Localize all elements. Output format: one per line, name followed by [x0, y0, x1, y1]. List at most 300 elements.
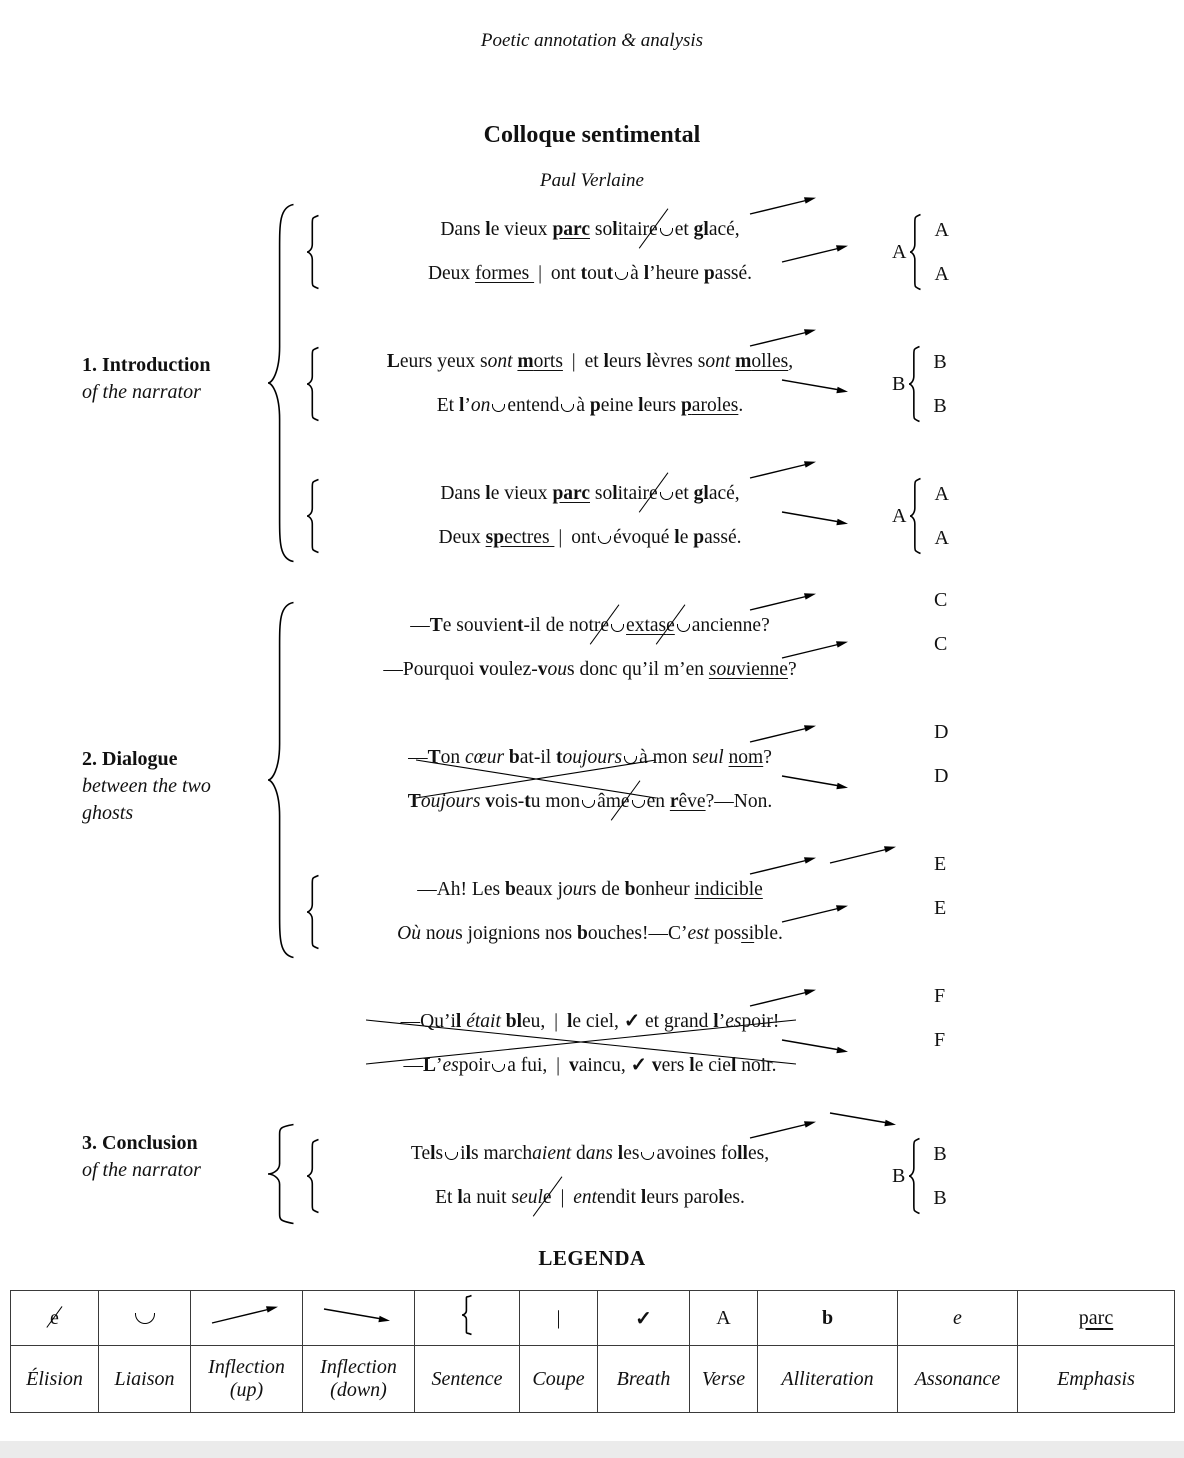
poem-author: Paul Verlaine: [540, 170, 644, 191]
rhyme-letter: D: [934, 721, 949, 743]
liaison-mark: [615, 272, 628, 280]
text-run: ?: [763, 747, 772, 768]
section-brace-dialogue: [266, 600, 296, 960]
text-run: e vieux: [490, 219, 553, 240]
text-run: assé.: [704, 527, 742, 548]
liaison-mark: [492, 1064, 505, 1072]
coupe-mark: |: [571, 351, 576, 372]
text-run: itair: [617, 483, 650, 504]
text-run: —Ah! Les: [417, 879, 505, 900]
section-heading: 1. Introduction: [82, 354, 211, 376]
legend-symbol-cell-5: [520, 1291, 598, 1346]
text-run: assé.: [714, 263, 753, 284]
poem-line: [300, 780, 880, 824]
text-run: ll: [737, 1143, 748, 1164]
text-run: à: [630, 263, 644, 284]
breath-check-mark: ✓: [630, 1055, 648, 1076]
section-label-introduction: [82, 352, 262, 406]
text-run: v: [485, 791, 496, 812]
inflection-up-arrow: [748, 1116, 822, 1144]
text-run: l: [465, 1143, 471, 1164]
curly-brace: [266, 202, 296, 564]
liaison-mark: [660, 228, 673, 236]
text-run: v: [651, 1055, 662, 1076]
text-run: p: [680, 395, 692, 416]
rhyme-letters: [934, 208, 948, 296]
text-run: aient: [532, 1143, 572, 1164]
inflection-up-arrow: [748, 456, 822, 484]
text-run: ectres: [504, 527, 555, 548]
text-run: so: [590, 483, 613, 504]
text-run: aroles: [691, 395, 739, 416]
legend-symbol: b: [821, 1306, 834, 1329]
text-run: ont: [487, 351, 513, 372]
text-run: gl: [693, 219, 709, 240]
text-run: at-il: [519, 747, 557, 768]
legend-symbol-cell-9: [898, 1291, 1018, 1346]
text-run: onheur: [635, 879, 695, 900]
legend-label-cell-7: Verse: [690, 1346, 758, 1413]
rhyme-group-letter: B: [892, 372, 906, 395]
text-run: ans: [585, 1143, 613, 1164]
text-run: Deux: [427, 263, 476, 284]
text-run: v: [568, 1055, 579, 1076]
rhyme-letters: [934, 472, 948, 560]
text-run: Et: [436, 395, 459, 416]
text-run: b: [624, 879, 636, 900]
text-run: eurs: [643, 395, 681, 416]
text-run: Dans: [440, 219, 486, 240]
text-run: bl: [505, 1011, 523, 1032]
text-run: —: [403, 1055, 424, 1076]
text-run: t: [524, 791, 531, 812]
rhyme-scheme: [892, 721, 949, 824]
rhyme-letter: A: [934, 527, 949, 549]
rhyme-letter: A: [934, 219, 949, 241]
text-run: est: [687, 923, 710, 944]
liaison-mark: [677, 624, 690, 632]
rhyme-letter: B: [933, 351, 947, 373]
sentence-bracket-symbol: [461, 1320, 473, 1342]
poem-line: [300, 912, 880, 956]
text-run: n: [420, 923, 436, 944]
text-run: t: [516, 615, 524, 636]
text-run: T: [429, 615, 443, 636]
text-run: eine: [600, 395, 639, 416]
text-run: êve: [678, 791, 706, 812]
text-run: t: [580, 263, 588, 284]
text-run: p: [693, 527, 705, 548]
poem-line: [300, 1132, 880, 1176]
text-run: l: [458, 395, 465, 416]
legend-symbol-cell-0: [11, 1291, 99, 1346]
text-run: b: [504, 879, 516, 900]
text-run: eul: [519, 1187, 543, 1208]
text-run: on: [470, 395, 491, 416]
text-run: sp: [485, 527, 505, 548]
legend-symbol-cell-3: [303, 1291, 415, 1346]
text-run: l: [730, 1055, 737, 1076]
text-run: —Pourquoi: [383, 659, 480, 680]
section-desc: between the two ghosts: [82, 775, 211, 824]
text-run: s: [435, 1143, 444, 1164]
text-run: eurs: [608, 351, 647, 372]
elision-mark: e: [666, 604, 675, 648]
rhyme-brace: [909, 476, 922, 556]
legend-label-cell-5: Coupe: [520, 1346, 598, 1413]
liaison-mark: [582, 800, 595, 808]
legend-symbol-cell-8: [758, 1291, 898, 1346]
text-run: ont: [546, 263, 581, 284]
text-run: l: [674, 527, 680, 548]
poem-body: [300, 208, 949, 1264]
stanza-4: [300, 589, 948, 692]
text-run: -il de notr: [523, 615, 601, 636]
legend-symbol-cell-7: [690, 1291, 758, 1346]
text-run: ble.: [754, 923, 783, 944]
elision-mark: e: [543, 1176, 552, 1220]
rhyme-letters: [933, 1132, 946, 1220]
inflection-up-arrow: [780, 240, 854, 268]
text-run: à mon s: [639, 747, 700, 768]
text-run: es: [725, 1011, 742, 1032]
text-run: l: [643, 263, 650, 284]
stanza-7: [300, 985, 946, 1088]
rhyme-letter: E: [934, 853, 947, 875]
curly-brace: [908, 1136, 921, 1216]
text-run: r: [669, 791, 679, 812]
text-run: olles: [751, 351, 789, 372]
curly-brace: [266, 600, 296, 960]
elision-mark: e: [621, 780, 630, 824]
text-run: endit: [597, 1187, 641, 1208]
legend-label-cell-10: Emphasis: [1018, 1346, 1175, 1413]
text-run: b: [577, 923, 588, 944]
inflection-up-arrow: [828, 841, 902, 869]
text-run: ont: [566, 527, 597, 548]
text-run: s joignions nos: [455, 923, 577, 944]
text-run: l: [646, 351, 652, 372]
text-run: es: [442, 1055, 459, 1076]
rhyme-letter: D: [934, 765, 949, 787]
text-run: e cie: [694, 1055, 731, 1076]
text-run: l: [617, 1143, 624, 1164]
rhyme-letter: C: [934, 633, 948, 655]
inflection-up-arrow: [780, 900, 854, 928]
inflection-up-arrow: [748, 984, 822, 1012]
text-run: l: [612, 483, 618, 504]
text-run: ou: [435, 923, 456, 944]
text-run: l: [485, 483, 491, 504]
text-run: avoines fo: [656, 1143, 738, 1164]
text-run: l: [430, 1143, 436, 1164]
legend-symbol: e: [953, 1306, 962, 1329]
text-run: Te: [410, 1143, 431, 1164]
liaison-mark: [641, 1152, 654, 1160]
text-run: l: [638, 395, 644, 416]
legend-symbol-cell-6: [598, 1291, 690, 1346]
curly-brace: [266, 1122, 296, 1226]
text-run: t: [606, 263, 614, 284]
inflection-up-arrow: [748, 192, 822, 220]
text-run: poir: [458, 1055, 491, 1076]
text-run: a nuit s: [462, 1187, 520, 1208]
legend-symbol-cell-1: [99, 1291, 191, 1346]
rhyme-letters: [934, 710, 948, 798]
text-run: v: [479, 659, 490, 680]
rhyme-scheme: [892, 1132, 947, 1220]
rhyme-letter: A: [934, 263, 949, 285]
text-run: ’: [718, 1011, 726, 1032]
stanza-1: [300, 208, 949, 296]
curly-brace: [461, 1293, 473, 1337]
text-run: l: [689, 1055, 695, 1076]
text-run: L: [423, 1055, 437, 1076]
coupe-mark: |: [558, 527, 563, 548]
page-subtitle: Poetic annotation & analysis: [480, 30, 704, 51]
inflection-down-arrow: [828, 1105, 902, 1133]
text-run: —Qu’i: [400, 1011, 456, 1032]
text-run: sou: [708, 659, 736, 680]
stanza-5: [300, 721, 949, 824]
text-run: e: [679, 527, 694, 548]
text-run: T: [407, 791, 421, 812]
liaison-mark: [660, 492, 673, 500]
text-run: l: [612, 219, 618, 240]
rhyme-letter: A: [934, 483, 949, 505]
rhyme-scheme: [892, 589, 948, 692]
legend-table: [10, 1290, 1175, 1413]
inflection-up-arrow: [210, 1301, 284, 1329]
text-run: acé,: [708, 219, 740, 240]
liaison-mark: [624, 756, 637, 764]
liaison-mark: [445, 1152, 458, 1160]
text-run: entend: [507, 395, 560, 416]
text-run: ’: [436, 1055, 443, 1076]
poem-line: [300, 516, 880, 560]
rhyme-brace: [908, 1136, 921, 1216]
coupe-mark: |: [554, 1011, 559, 1032]
text-run: évoqué: [613, 527, 675, 548]
inflection-up-arrow: [748, 852, 822, 880]
text-run: ?: [787, 659, 797, 680]
text-run: Dans: [440, 483, 486, 504]
poem-line: [300, 648, 880, 692]
text-run: l: [713, 1011, 719, 1032]
text-run: p: [703, 263, 715, 284]
coupe-mark: |: [560, 1187, 565, 1208]
inflection-down-arrow: [780, 504, 854, 532]
rhyme-brace: [908, 344, 921, 424]
text-run: à: [576, 395, 590, 416]
text-run: et: [674, 483, 694, 504]
text-run: poir!: [741, 1011, 780, 1032]
legend-symbol: |: [556, 1306, 561, 1329]
section-label-conclusion: [82, 1130, 262, 1184]
text-run: oujours: [562, 747, 623, 768]
rhyme-scheme: [892, 472, 949, 560]
text-run: v: [537, 659, 548, 680]
inflection-up-arrow: [748, 720, 822, 748]
text-run: l: [485, 219, 491, 240]
text-run: l: [640, 1187, 647, 1208]
text-run: et grand: [640, 1011, 714, 1032]
text-run: l: [457, 1187, 463, 1208]
text-run: parc: [552, 483, 590, 504]
rhyme-letter: B: [933, 395, 947, 417]
text-run: aincu,: [578, 1055, 631, 1076]
text-run: .: [738, 395, 744, 416]
legend-label-cell-1: Liaison: [99, 1346, 191, 1413]
footer-bar: [0, 1441, 1184, 1458]
text-run: et: [579, 351, 604, 372]
text-run: l: [455, 1011, 462, 1032]
rhyme-scheme: [892, 853, 947, 956]
text-run: parc: [552, 219, 590, 240]
text-run: ,: [788, 351, 794, 372]
text-run: eurs paro: [646, 1187, 719, 1208]
inflection-down-arrow: [780, 1032, 854, 1060]
coupe-mark: |: [556, 1055, 561, 1076]
legend-label-cell-0: Élision: [11, 1346, 99, 1413]
text-run: b: [508, 747, 520, 768]
legend-symbol-cell-2: [191, 1291, 303, 1346]
rhyme-brace: [909, 212, 922, 292]
liaison-symbol: [135, 1313, 155, 1324]
text-run: oulez-: [489, 659, 538, 680]
stanza-2: [300, 340, 947, 428]
liaison-mark: [561, 404, 574, 412]
rhyme-letter: B: [933, 1143, 947, 1165]
section-label-dialogue: [82, 746, 262, 827]
text-run: était: [466, 1011, 501, 1032]
text-run: cœur: [465, 747, 505, 768]
text-run: indicible: [694, 879, 763, 900]
text-run: ’heure: [649, 263, 704, 284]
rhyme-letters: [934, 578, 947, 666]
section-heading: 2. Dialogue: [82, 748, 178, 770]
coupe-mark: |: [538, 263, 542, 284]
poem-line: [300, 1176, 880, 1220]
legend-symbol: A: [716, 1306, 731, 1329]
curly-brace: [909, 212, 922, 292]
text-run: u mon: [530, 791, 581, 812]
text-run: T: [427, 747, 441, 768]
inflection-up-arrow: [748, 324, 822, 352]
liaison-mark: [632, 800, 645, 808]
legend-symbol-cell-4: [415, 1291, 520, 1346]
text-run: acé,: [708, 483, 740, 504]
legend-symbol-row: [11, 1291, 1175, 1346]
text-run: m: [735, 351, 752, 372]
inflection-down-arrow: [780, 372, 854, 400]
text-run: eu,: [522, 1011, 551, 1032]
text-run: ers: [661, 1055, 690, 1076]
section-heading: 3. Conclusion: [82, 1132, 198, 1154]
text-run: i: [460, 1143, 466, 1164]
section-desc: of the narrator: [82, 381, 201, 403]
text-run: en: [646, 791, 670, 812]
text-run: on: [440, 747, 466, 768]
text-run: l: [603, 351, 609, 372]
text-run: —: [410, 615, 430, 636]
elision-mark: e: [649, 472, 658, 516]
text-run: itair: [617, 219, 650, 240]
text-run: —: [408, 747, 428, 768]
text-run: oujours: [420, 791, 481, 812]
text-run: Deux: [438, 527, 486, 548]
rhyme-letter: C: [934, 589, 948, 611]
elision-mark: e: [600, 604, 609, 648]
rhyme-scheme: [892, 208, 949, 296]
text-run: ou: [562, 879, 583, 900]
inflection-up-arrow: [780, 636, 854, 664]
text-run: eul: [699, 747, 724, 768]
legend-label-cell-8: Alliteration: [758, 1346, 898, 1413]
legend-label-cell-6: Breath: [598, 1346, 690, 1413]
legend-label-row: [11, 1346, 1175, 1413]
text-run: noir.: [736, 1055, 777, 1076]
elision-mark: e: [649, 208, 658, 252]
curly-brace: [908, 344, 921, 424]
rhyme-letter: F: [934, 1029, 946, 1051]
text-run: ’: [464, 395, 471, 416]
rhyme-scheme: [892, 340, 947, 428]
text-run: formes: [475, 263, 535, 284]
liaison-mark: [611, 624, 624, 632]
text-run: ou: [547, 659, 567, 680]
rhyme-group-letter: A: [892, 504, 907, 527]
inflection-down-arrow: [322, 1301, 396, 1329]
elision-symbol: e: [50, 1306, 59, 1329]
text-run: èvres s: [651, 351, 706, 372]
text-run: âm: [597, 791, 621, 812]
text-run: es: [623, 1143, 640, 1164]
text-run: d: [571, 1143, 586, 1164]
legend: [10, 1290, 1174, 1413]
text-run: a fui,: [507, 1055, 553, 1076]
stanza-6: [300, 853, 947, 956]
curly-brace: [909, 476, 922, 556]
text-run: rs de: [582, 879, 625, 900]
text-run: eurs yeux s: [399, 351, 488, 372]
rhyme-scheme: [892, 985, 946, 1088]
legend-label-cell-3: Inflection (down): [303, 1346, 415, 1413]
rhyme-letter: E: [934, 897, 947, 919]
text-run: vienne: [735, 659, 788, 680]
text-run: gl: [693, 483, 709, 504]
section-brace-introduction: [266, 202, 296, 564]
rhyme-letter: B: [933, 1187, 947, 1209]
legend-label-cell-2: Inflection (up): [191, 1346, 303, 1413]
text-run: pos: [709, 923, 742, 944]
text-run: l: [566, 1011, 573, 1032]
text-run: L: [386, 351, 400, 372]
text-run: p: [589, 395, 601, 416]
text-run: ?—Non.: [705, 791, 773, 812]
poem-line: [300, 1044, 880, 1088]
text-run: e vieux: [490, 483, 553, 504]
inflection-down-arrow: [780, 768, 854, 796]
text-run: et: [674, 219, 694, 240]
text-run: es,: [747, 1143, 770, 1164]
text-run: m: [517, 351, 534, 372]
breath-check-mark: ✓: [623, 1011, 641, 1032]
rhyme-letter: F: [934, 985, 946, 1007]
text-run: e ciel,: [572, 1011, 624, 1032]
text-run: e souvien: [442, 615, 517, 636]
text-run: t: [556, 747, 563, 768]
